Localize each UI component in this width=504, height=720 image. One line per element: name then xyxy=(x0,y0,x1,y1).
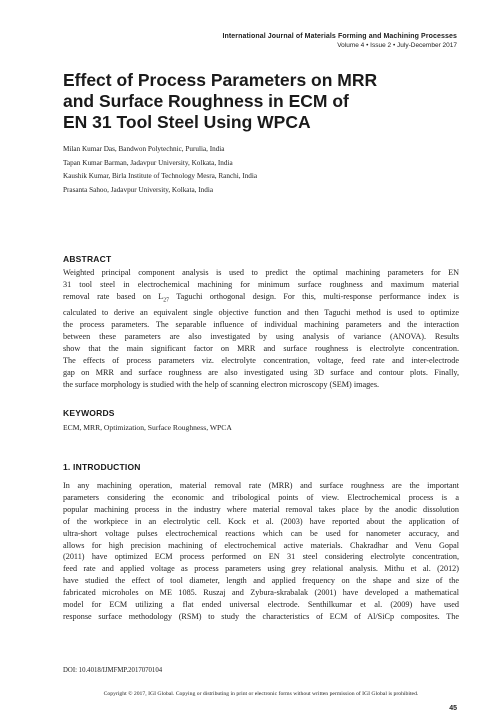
author-line: Tapan Kumar Barman, Jadavpur University, Kolkata, India xyxy=(63,158,233,167)
keywords-heading: KEYWORDS xyxy=(63,408,115,418)
abstract-heading: ABSTRACT xyxy=(63,254,112,264)
article-title xyxy=(63,70,463,133)
intro-line: response surface methodology (RSM) to study the characteristics of ECM of Al/SiCp composites. The xyxy=(63,611,459,621)
abstract-line: between these parameters are also investigated by using analysis of variance (ANOVA). Results xyxy=(63,332,459,342)
abstract-line: Weighted principal component analysis is used to predict the optimal machining parameters for EN xyxy=(63,268,459,277)
abstract-line: removal rate based on $L_{27}$ Taguchi orthogonal design. For this, multi-response performance index is xyxy=(63,291,459,304)
doi: DOI: 10.4018/IJMFMP.2017070104 xyxy=(63,667,163,674)
journal-issue: Volume 4 • Issue 2 • July-December 2017 xyxy=(337,42,457,49)
abstract-line: gap on MRR and surface roughness are also investigated using 3D surface and contour plots. Finally, xyxy=(63,367,459,377)
abstract-line: 31 tool steel in electrochemical machining for minimum surface roughness and maximum material xyxy=(63,279,459,289)
author-line: Kaushik Kumar, Birla Institute of Technology Mesra, Ranchi, India xyxy=(63,172,258,181)
intro-line: (2011) have optimized ECM process performed on EN 31 steel considering electrolyte concentration, xyxy=(63,552,459,562)
title-line: Effect of Process Parameters on MRR xyxy=(63,70,378,90)
journal-header xyxy=(222,33,457,49)
intro-line: fabricated microholes on ME 1085. Ruszaj and Zybura-skrabalak (2001) have developed a mathematical xyxy=(63,588,459,598)
introduction-body xyxy=(63,480,459,623)
intro-line: allows for high precision machining of electrochemical active materials. Chakradhar and Venu Gopal xyxy=(63,540,459,550)
intro-line: parameters considering the economic and tribological points of view. Electrochemical process is a xyxy=(63,492,459,502)
title-line: EN 31 Tool Steel Using WPCA xyxy=(63,112,311,132)
abstract-line: calculated to derive an equivalent single objective function and then Taguchi method is used to optimize xyxy=(63,308,459,318)
abstract-line: show that the main significant factor on MRR and surface roughness is electrolyte concentration. xyxy=(63,344,459,354)
abstract-line: the process parameters. The separable influence of individual machining parameters and the interaction xyxy=(63,320,459,330)
journal-name: International Journal of Materials Forming and Machining Processes xyxy=(222,33,457,40)
intro-line: feed rate and applied voltage as process parameters using grey relational analysis. Mithu et al. (2012) xyxy=(63,564,459,574)
introduction-heading: 1. INTRODUCTION xyxy=(63,462,141,472)
copyright-notice: Copyright © 2017, IGI Global. Copying or distributing in print or electronic forms without written permission of IGI Global is prohibited. xyxy=(103,691,419,697)
intro-line: popular machining process in the industry where material removal takes place by the anodic dissolution xyxy=(63,504,459,514)
intro-line: ultra-short voltage pulses electrochemical reactions which can be used for nanometer accuracy, and xyxy=(63,528,459,538)
author-line: Prasanta Sahoo, Jadavpur University, Kolkata, India xyxy=(63,185,214,194)
abstract-line: The effects of process parameters viz. electrolyte concentration, voltage, feed rate and inter-electrode xyxy=(63,355,459,365)
abstract-body xyxy=(63,267,459,391)
intro-line: In any machining operation, material removal rate (MRR) and surface roughness are the important xyxy=(63,481,459,490)
page-number: 45 xyxy=(449,705,457,712)
intro-line: of the workpiece in an electrolytic cell. Kock et al. (2003) have reported about the application of xyxy=(63,516,459,526)
title-line: and Surface Roughness in ECM of xyxy=(63,91,349,111)
keywords-text: ECM, MRR, Optimization, Surface Roughness, WPCA xyxy=(63,423,232,432)
intro-line: have studied the effect of tool diameter, length and applied frequency on the shape and size of the xyxy=(63,576,459,586)
author-list xyxy=(63,143,257,197)
author-line: Milan Kumar Das, Bandwon Polytechnic, Purulia, India xyxy=(63,145,225,153)
abstract-line: the surface morphology is studied with the help of scanning electron microscopy (SEM) images. xyxy=(63,379,380,389)
intro-line: model for ECM utilizing a flat ended universal electrode. Senthilkumar et al. (2009) have used xyxy=(63,600,459,610)
